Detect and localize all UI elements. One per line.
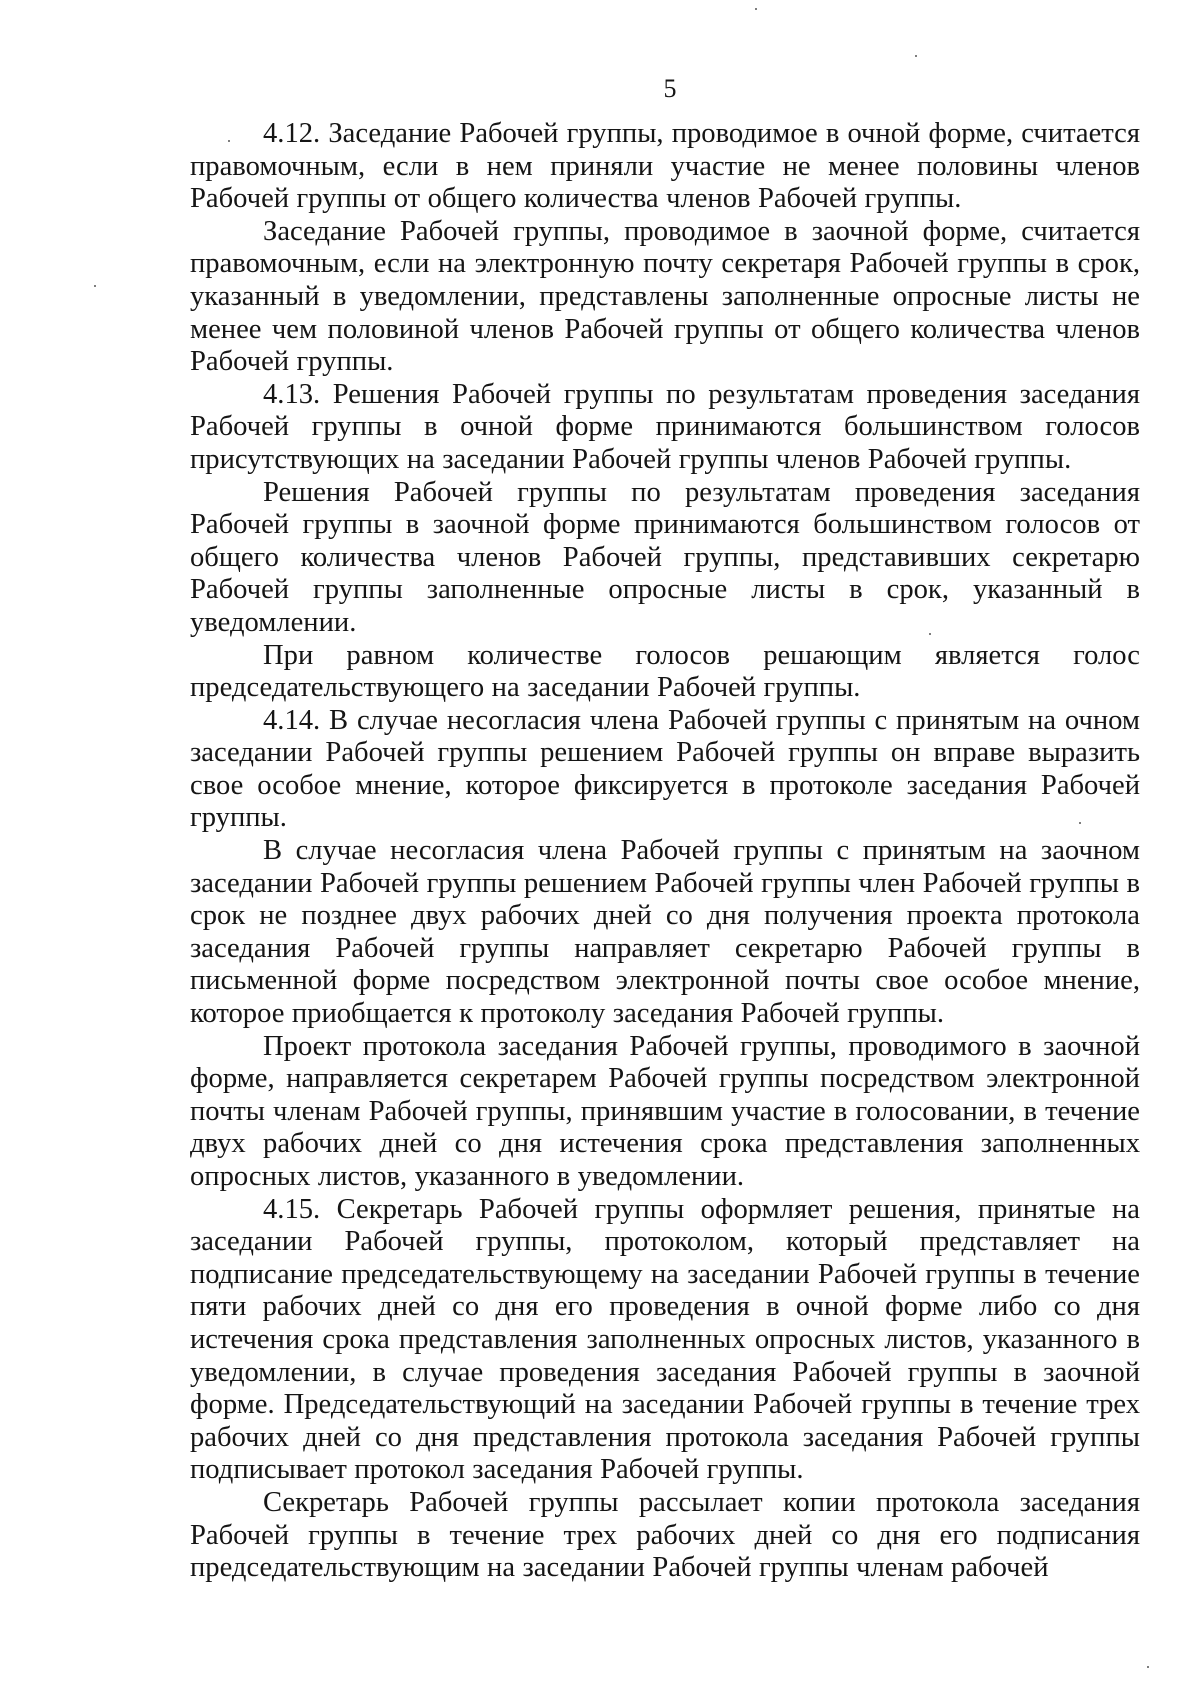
paragraph-4-13-tie-vote: При равном количестве голосов решающим является голос председательствующего на заседании Рабочей группы. — [190, 639, 1140, 704]
paragraph-4-15: 4.15. Секретарь Рабочей группы оформляет решения, принятые на заседании Рабочей группы, протоколом, который представляет на подписание председательствующему на заседании Рабочей группы в течение пяти рабочих дней со дня его проведения в очной форме либо со дня истечения срока представления заполненных опросных листов, указанного в уведомлении, в случае проведения заседания Рабочей группы в заочной форме. Председательствующий на заседании Рабочей группы в течение трех рабочих дней со дня представления протокола заседания Рабочей группы подписывает протокол заседания Рабочей группы. — [190, 1193, 1140, 1486]
paragraph-4-14-draft-protocol: Проект протокола заседания Рабочей группы, проводимого в заочной форме, направляется секретарем Рабочей группы посредством электронной почты членам Рабочей группы, принявшим участие в голосовании, в течение двух рабочих дней со дня истечения срока представления заполненных опросных листов, указанного в уведомлении. — [190, 1030, 1140, 1192]
scan-speck — [94, 285, 96, 287]
page-number: 5 — [663, 74, 677, 103]
paragraph-4-14-correspondence: В случае несогласия члена Рабочей группы с принятым на заочном заседании Рабочей группы решением Рабочей группы член Рабочей группы в срок не позднее двух рабочих дней со дня получения проекта протокола заседания Рабочей группы направляет секретарю Рабочей группы в письменной форме посредством электронной почты свое особое мнение, которое приобщается к протоколу заседания Рабочей группы. — [190, 835, 1140, 1030]
paragraph-4-13: 4.13. Решения Рабочей группы по результатам проведения заседания Рабочей группы в очной форме принимаются большинством голосов присутствующих на заседании Рабочей группы членов Рабочей группы. — [190, 378, 1140, 475]
scan-speck — [228, 140, 230, 142]
scan-speck — [755, 8, 757, 10]
paragraph-4-13-correspondence: Решения Рабочей группы по результатам проведения заседания Рабочей группы в заочной форме принимаются большинством голосов от общего количества членов Рабочей группы, представивших секретарю Рабочей группы заполненные опросные листы в срок, указанный в уведомлении. — [190, 476, 1140, 638]
scan-speck — [915, 55, 917, 57]
paragraph-4-14: 4.14. В случае несогласия члена Рабочей группы с принятым на очном заседании Рабочей группы решением Рабочей группы он вправе выразить свое особое мнение, которое фиксируется в протоколе заседания Рабочей группы. — [190, 704, 1140, 834]
scan-speck — [1147, 1666, 1149, 1668]
paragraph-4-12-correspondence: Заседание Рабочей группы, проводимое в заочной форме, считается правомочным, если на электронную почту секретаря Рабочей группы в срок, указанный в уведомлении, представлены заполненные опросные листы не менее чем половиной членов Рабочей группы от общего количества членов Рабочей группы. — [190, 215, 1140, 378]
document-body — [190, 118, 1140, 1585]
scan-speck — [929, 633, 931, 635]
paragraph-4-15-distribution: Секретарь Рабочей группы рассылает копии протокола заседания Рабочей группы в течение трех рабочих дней со дня его подписания председательствующим на заседании Рабочей группы членам рабочей — [190, 1486, 1140, 1584]
scan-speck — [1079, 822, 1081, 824]
paragraph-4-12: 4.12. Заседание Рабочей группы, проводимое в очной форме, считается правомочным, если в нем приняли участие не менее половины членов Рабочей группы от общего количества членов Рабочей группы. — [190, 118, 1140, 215]
